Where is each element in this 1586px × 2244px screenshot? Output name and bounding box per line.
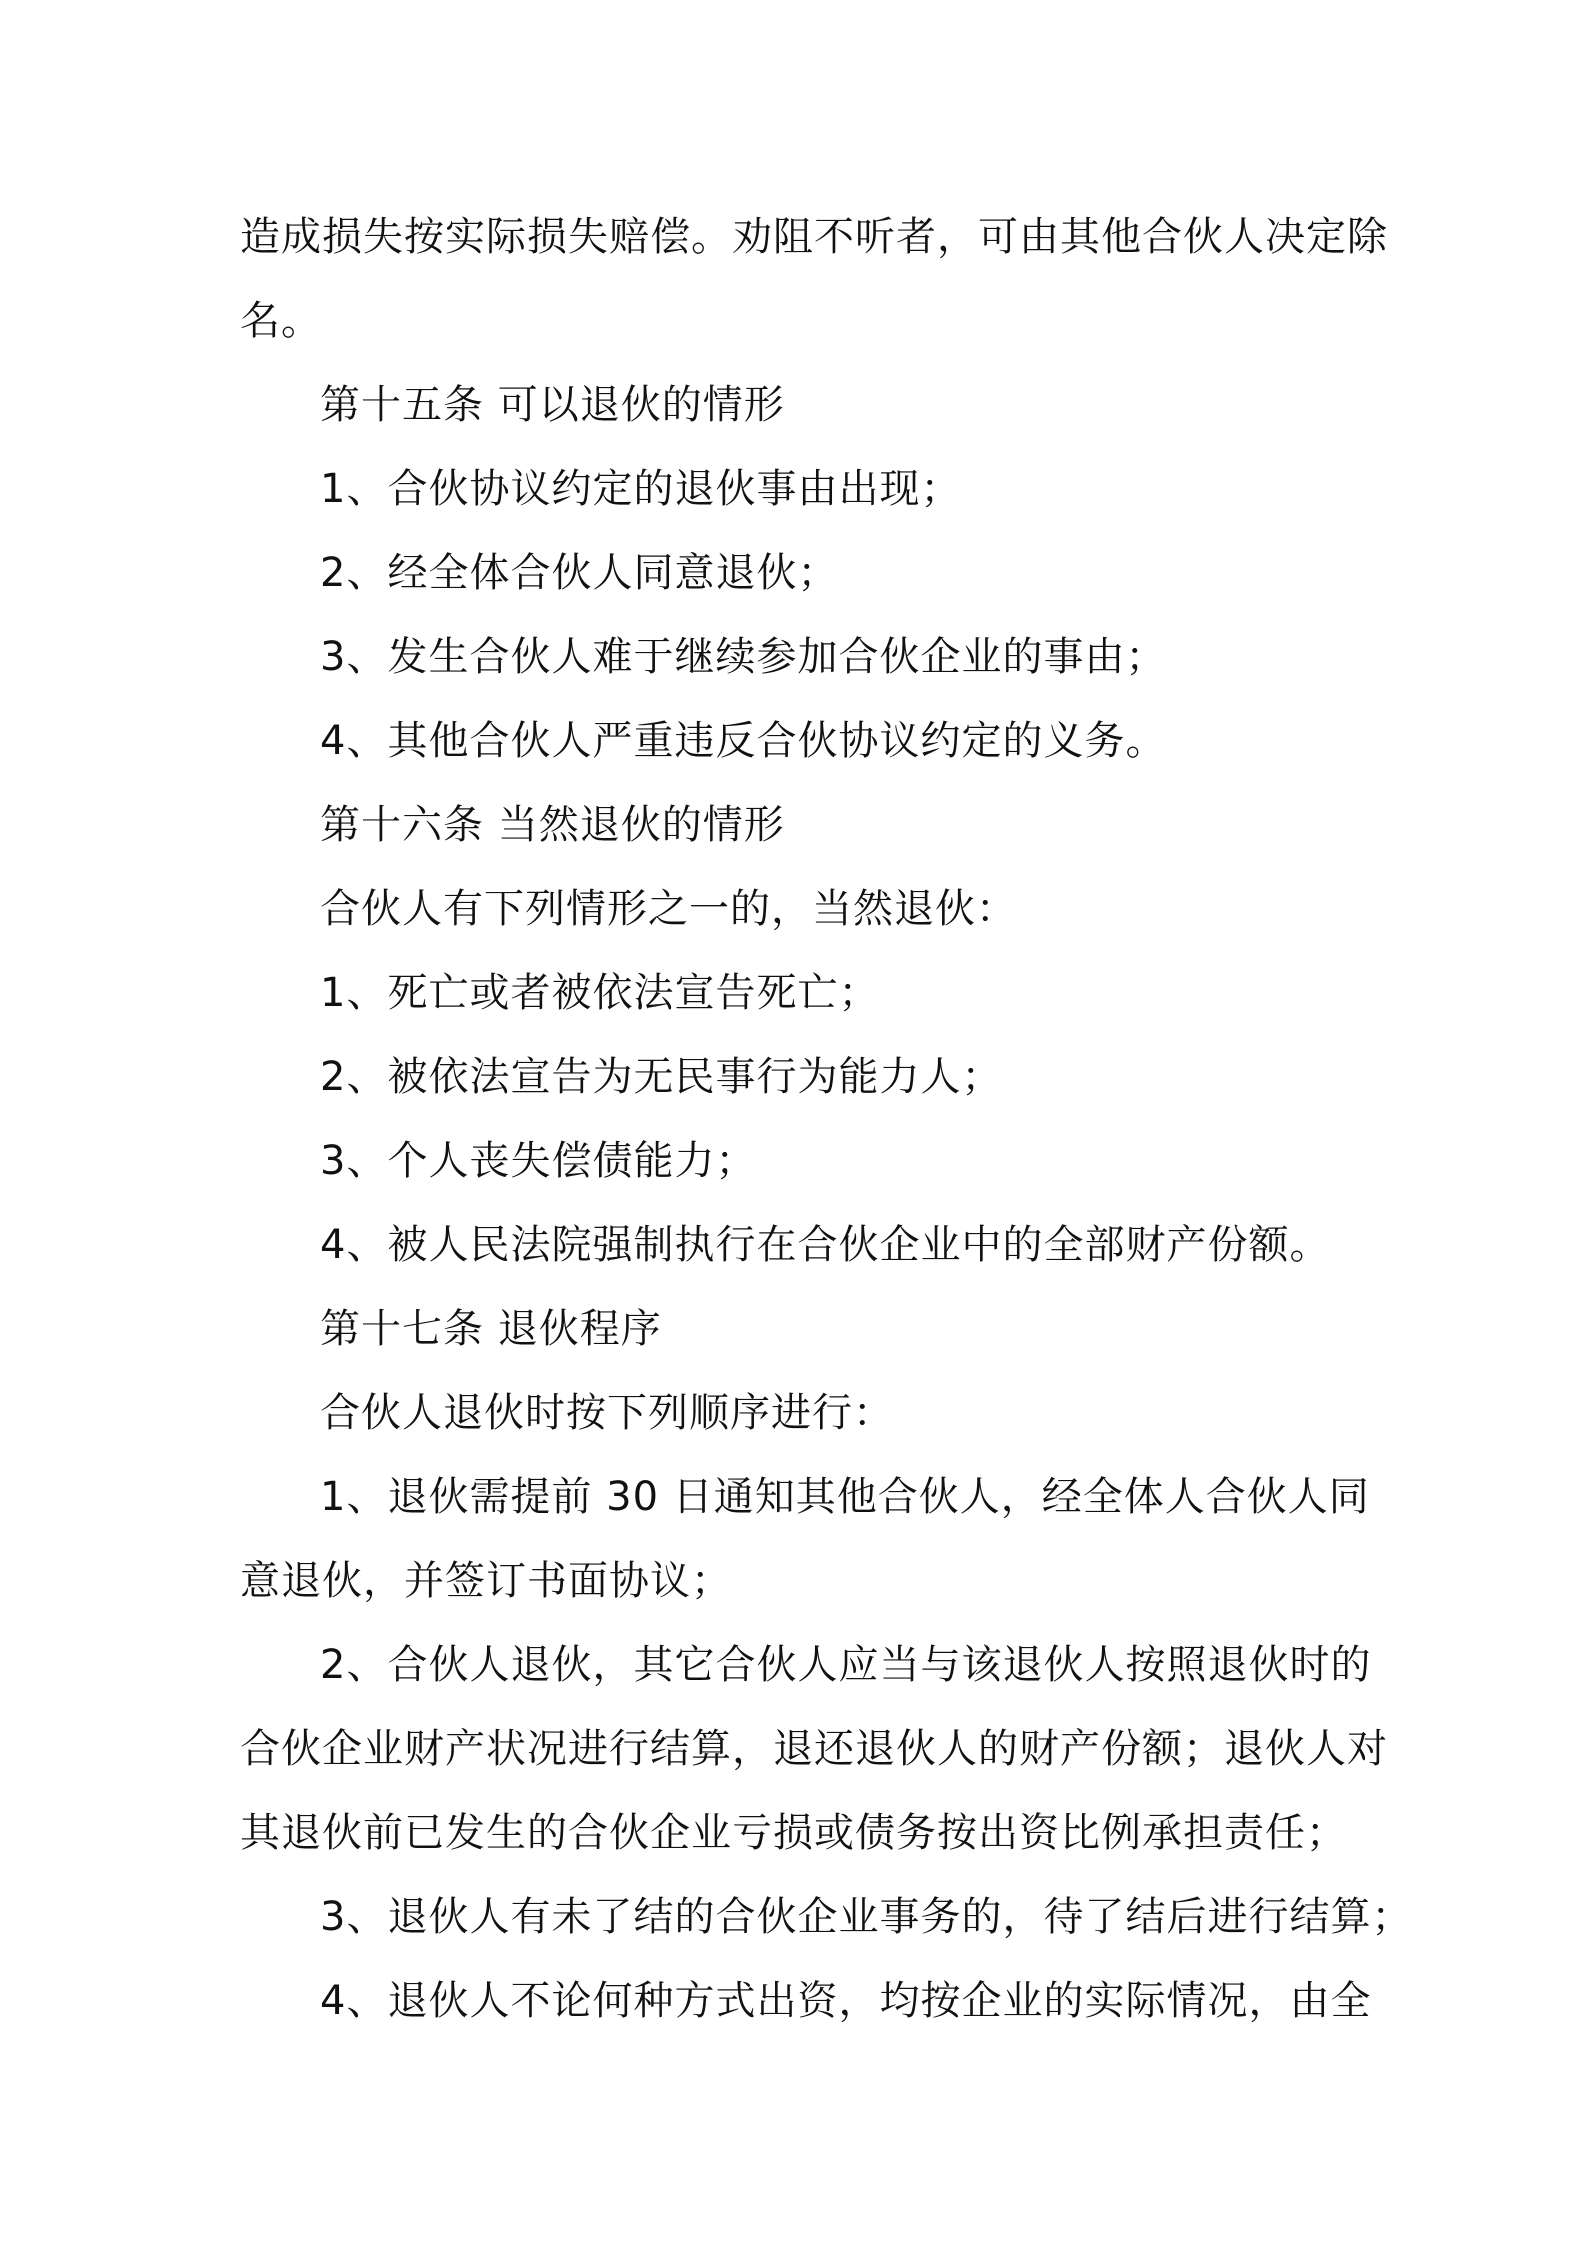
- article-heading: 第十五条 可以退伙的情形: [320, 382, 785, 428]
- list-item: 3、个人丧失偿债能力；: [320, 1138, 757, 1184]
- text-line: 名。: [240, 298, 322, 344]
- article-heading: 第十七条 退伙程序: [320, 1306, 662, 1352]
- text-line: 其退伙前已发生的合伙企业亏损或债务按出资比例承担责任；: [240, 1810, 1347, 1856]
- list-item: 4、其他合伙人严重违反合伙协议约定的义务。: [320, 718, 1167, 764]
- article-heading: 第十六条 当然退伙的情形: [320, 802, 785, 848]
- list-item: 2、经全体合伙人同意退伙；: [320, 550, 839, 596]
- list-item: 2、被依法宣告为无民事行为能力人；: [320, 1054, 1003, 1100]
- list-item: 1、死亡或者被依法宣告死亡；: [320, 970, 880, 1016]
- list-item: 1、退伙需提前 30 日通知其他合伙人，经全体人合伙人同: [320, 1474, 1370, 1520]
- text-line: 合伙人有下列情形之一的，当然退伙：: [320, 886, 1017, 932]
- text-line: 合伙人退伙时按下列顺序进行：: [320, 1390, 894, 1436]
- list-item: 2、合伙人退伙，其它合伙人应当与该退伙人按照退伙时的: [320, 1642, 1372, 1688]
- text-line: 合伙企业财产状况进行结算，退还退伙人的财产份额；退伙人对: [240, 1726, 1388, 1772]
- text-line: 意退伙，并签订书面协议；: [240, 1558, 732, 1604]
- text-line: 造成损失按实际损失赔偿。劝阻不听者，可由其他合伙人决定除: [240, 214, 1388, 260]
- list-item: 1、合伙协议约定的退伙事由出现；: [320, 466, 962, 512]
- list-item: 3、退伙人有未了结的合伙企业事务的，待了结后进行结算；: [320, 1894, 1413, 1940]
- list-item: 4、被人民法院强制执行在合伙企业中的全部财产份额。: [320, 1222, 1331, 1268]
- list-item: 3、发生合伙人难于继续参加合伙企业的事由；: [320, 634, 1167, 680]
- document-body: [240, 195, 1413, 2043]
- list-item: 4、退伙人不论何种方式出资，均按企业的实际情况，由全: [320, 1978, 1372, 2024]
